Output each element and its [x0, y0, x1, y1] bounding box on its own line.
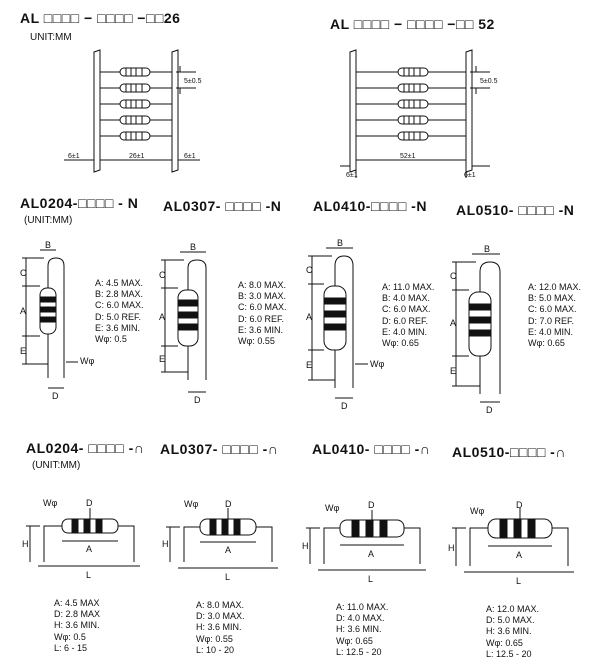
tape-52-lead-right: 6±1: [464, 172, 476, 179]
tape-26-title: AL □□□□ − □□□□ −□□26: [20, 10, 181, 26]
u-0410-resistor: [306, 510, 426, 570]
n-0204-label-c: C: [20, 268, 27, 278]
tape-26-pitch: 5±0.5: [184, 78, 202, 85]
spec-line: C: 6.0 MAX.: [382, 304, 431, 315]
spec-line: Wφ: 0.65: [486, 637, 523, 648]
spec-line: Wφ: 0.65: [528, 338, 565, 349]
tape-52-width: 52±1: [400, 153, 416, 160]
spec-line: Wφ: 0.55: [238, 336, 275, 347]
tape-52-pitch: 5±0.5: [480, 78, 498, 85]
spec-line: D: 5.0 MAX.: [486, 615, 535, 626]
u-0410-label-d: D: [368, 500, 375, 510]
spec-line: E: 3.6 MIN.: [95, 322, 141, 333]
n-0204-label-a: A: [20, 306, 27, 316]
spec-line: D: 5.0 REF.: [95, 311, 142, 322]
spec-line: L: 10 - 20: [196, 644, 235, 655]
u-0307-label-d: D: [225, 499, 232, 509]
u-title-0510: AL0510-□□□□ -∩: [452, 444, 566, 460]
spec-line: B: 4.0 MAX.: [382, 293, 431, 304]
u-0410-label-w: Wφ: [325, 503, 340, 513]
tape-26-lead-right: 6±1: [184, 153, 196, 160]
n-0307-label-a: A: [159, 312, 166, 322]
spec-line: A: 11.0 MAX.: [336, 602, 389, 612]
spec-line: H: 3.6 MIN.: [196, 622, 242, 633]
u-title-0204: AL0204- □□□□ -∩: [26, 440, 145, 456]
u-0510-label-l: L: [516, 576, 522, 586]
n-0410-label-a: A: [306, 312, 313, 322]
spec-line: D: 7.0 REF.: [528, 315, 575, 326]
spec-line: H: 3.6 MIN.: [486, 626, 532, 637]
spec-line: Wφ: 0.65: [336, 635, 373, 646]
n-title-0307: AL0307- □□□□ -N: [163, 198, 282, 214]
spec-line: Wφ: 0.5: [95, 334, 127, 345]
spec-line: C: 6.0 MAX.: [238, 302, 287, 313]
tape-52-title: AL □□□□ − □□□□ −□□ 52: [330, 16, 495, 32]
n-title-0510: AL0510- □□□□ -N: [456, 202, 575, 218]
spec-line: Wφ: 0.65: [382, 338, 419, 349]
n-0410-label-c: C: [306, 265, 313, 275]
u-row-unit: (UNIT:MM): [32, 460, 81, 471]
tape-26-unit: UNIT:MM: [30, 32, 72, 43]
n-row-unit: (UNIT:MM): [24, 215, 73, 226]
n-0204-label-d: D: [52, 391, 59, 401]
spec-line: D: 3.0 MAX.: [196, 611, 245, 622]
spec-line: A: 11.0 MAX.: [382, 282, 435, 292]
spec-line: C: 6.0 MAX.: [95, 300, 144, 311]
u-0410-specs: [336, 602, 388, 658]
spec-line: A: 4.5 MAX.: [95, 278, 144, 288]
u-0204-label-d: D: [86, 498, 93, 508]
spec-line: A: 8.0 MAX.: [238, 280, 287, 290]
spec-line: E: 4.0 MIN.: [528, 326, 574, 337]
spec-line: A: 8.0 MAX.: [196, 600, 245, 610]
u-0204-label-h: H: [22, 539, 29, 549]
spec-line: E: 3.6 MIN.: [238, 324, 284, 335]
n-0307-label-b: B: [190, 242, 197, 252]
u-0204-label-l: L: [86, 570, 92, 580]
spec-line: Wφ: 0.55: [196, 633, 233, 644]
n-0510-label-d: D: [486, 405, 493, 415]
tape-26-lead-left: 6±1: [68, 153, 80, 160]
u-title-0410: AL0410- □□□□ -∩: [312, 441, 431, 457]
n-title-0410: AL0410-□□□□ -N: [313, 198, 427, 214]
n-0204-label-b: B: [45, 240, 52, 250]
u-0307-label-a: A: [225, 545, 232, 555]
spec-line: D: 6.0 REF.: [238, 313, 285, 324]
u-0307-specs: [196, 600, 245, 656]
spec-line: D: 2.8 MAX: [54, 609, 101, 620]
n-0410-label-e: E: [306, 360, 313, 370]
u-0307-label-w: Wφ: [184, 499, 199, 509]
n-0204-label-e: E: [20, 346, 27, 356]
spec-line: A: 12.0 MAX.: [486, 604, 540, 614]
u-0410-label-a: A: [368, 549, 375, 559]
u-0307-label-h: H: [162, 539, 169, 549]
n-0510-label-c: C: [450, 271, 457, 281]
u-0204-label-w: Wφ: [43, 498, 58, 508]
n-0510-label-a: A: [450, 318, 457, 328]
n-0510-label-e: E: [450, 366, 457, 376]
u-0204-specs: [54, 598, 100, 654]
spec-line: L: 12.5 - 20: [486, 648, 532, 659]
u-0204-resistor: [26, 508, 140, 566]
n-title-0204: AL0204-□□□□ - N: [20, 195, 139, 211]
u-0410-label-l: L: [368, 574, 374, 584]
u-0307-label-l: L: [225, 572, 231, 582]
spec-line: B: 3.0 MAX.: [238, 291, 287, 302]
n-0204-label-w: Wφ: [80, 356, 95, 366]
tape-52-lead-left: 6±1: [346, 172, 358, 179]
n-0510-label-b: B: [484, 244, 491, 254]
spec-line: H: 3.6 MIN.: [336, 624, 382, 635]
spec-line: D: 4.0 MAX.: [336, 613, 385, 624]
u-0510-label-w: Wφ: [470, 506, 485, 516]
spec-line: Wφ: 0.5: [54, 631, 86, 642]
spec-line: A: 4.5 MAX: [54, 598, 100, 608]
u-0510-label-d: D: [516, 500, 523, 510]
spec-line: L: 12.5 - 20: [336, 646, 382, 657]
n-0307-label-d: D: [194, 395, 201, 405]
spec-line: A: 12.0 MAX.: [528, 282, 582, 292]
spec-line: B: 2.8 MAX.: [95, 289, 144, 300]
tape-26-width: 26±1: [129, 153, 145, 160]
u-0510-resistor: [452, 508, 574, 572]
n-0410-label-b: B: [337, 238, 344, 248]
u-0510-label-a: A: [516, 550, 523, 560]
spec-line: B: 5.0 MAX.: [528, 293, 577, 304]
n-0410-label-d: D: [341, 401, 348, 411]
spec-line: E: 4.0 MIN.: [382, 326, 428, 337]
u-0204-label-a: A: [86, 544, 93, 554]
spec-line: H: 3.6 MIN.: [54, 620, 100, 631]
n-0410-label-w: Wφ: [370, 359, 385, 369]
u-0307-resistor: [166, 508, 278, 568]
u-0410-label-h: H: [302, 541, 309, 551]
n-0307-label-c: C: [159, 270, 166, 280]
spec-line: L: 6 - 15: [54, 642, 88, 653]
n-0307-label-e: E: [159, 354, 166, 364]
u-0510-label-h: H: [448, 543, 455, 553]
spec-line: C: 6.0 MAX.: [528, 304, 577, 315]
u-0510-specs: [486, 604, 539, 660]
u-title-0307: AL0307- □□□□ -∩: [160, 441, 279, 457]
spec-line: D: 6.0 REF.: [382, 315, 429, 326]
